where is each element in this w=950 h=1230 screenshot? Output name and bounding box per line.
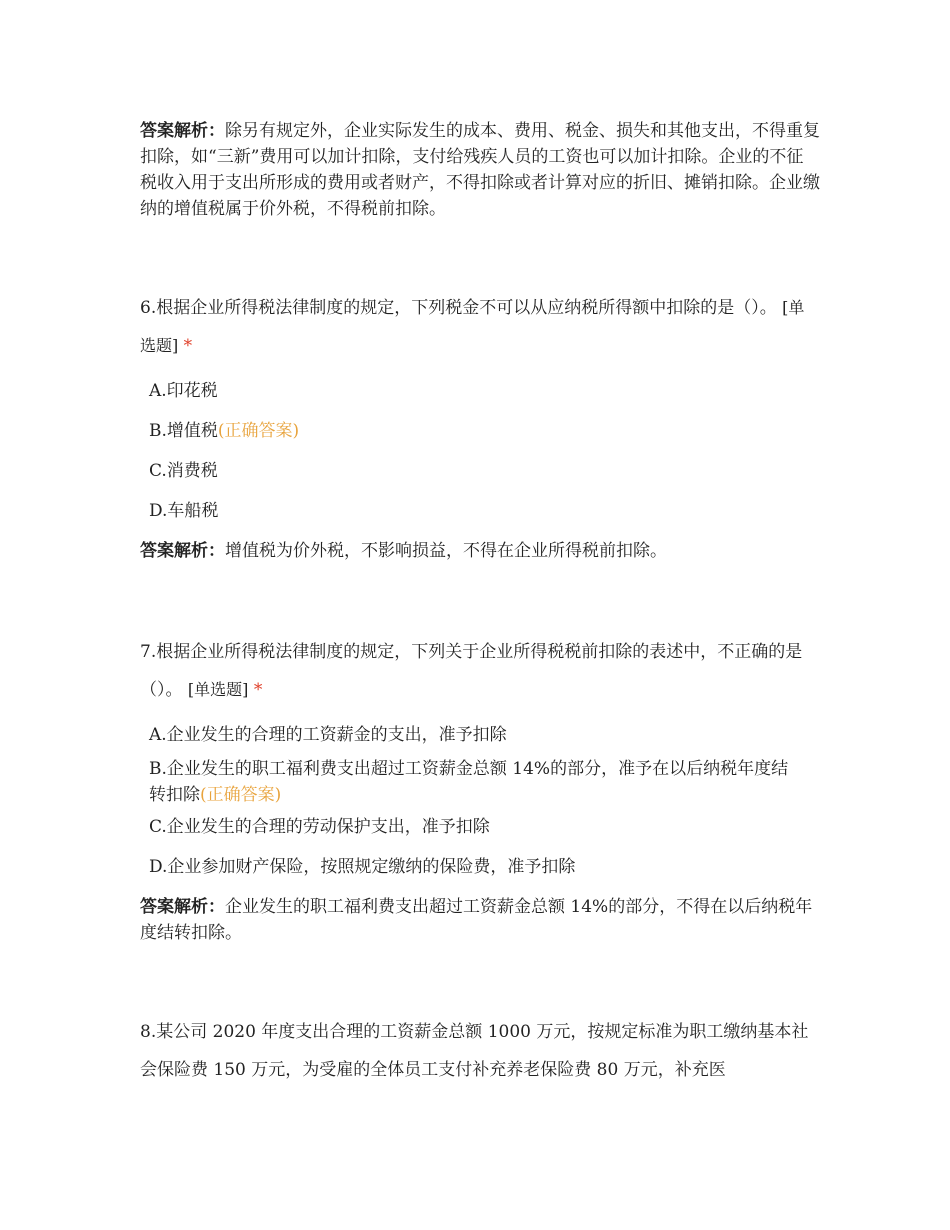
q7-analysis-text: 企业发生的职工福利费支出超过工资薪金总额 14%的部分，不得在以后纳税年度结转扣除。 bbox=[140, 897, 813, 943]
q7-type: [单选题] bbox=[187, 680, 249, 699]
q7-option-b: B.企业发生的职工福利费支出超过工资薪金总额 14%的部分，准予在以后纳税年度结转扣除(正确答案) bbox=[149, 759, 789, 805]
q6-option-a: A.印花税 bbox=[149, 381, 218, 401]
q7-option-d: D.企业参加财产保险，按照规定缴纳的保险费，准予扣除 bbox=[149, 857, 576, 877]
correct-answer-mark: (正确答案) bbox=[217, 421, 300, 441]
q7-question bbox=[140, 633, 820, 709]
required-mark: * bbox=[183, 336, 193, 356]
q7-number: 7. bbox=[140, 642, 157, 662]
analysis-label: 答案解析： bbox=[140, 541, 225, 561]
q6-analysis bbox=[140, 538, 820, 564]
q5-analysis bbox=[140, 118, 820, 222]
analysis-label: 答案解析： bbox=[140, 897, 225, 917]
q6-option-d: D.车船税 bbox=[149, 501, 219, 521]
q6-analysis-text: 增值税为价外税，不影响损益，不得在企业所得税前扣除。 bbox=[225, 541, 667, 561]
q6-text: 根据企业所得税法律制度的规定，下列税金不可以从应纳税所得额中扣除的是（）。 bbox=[156, 298, 777, 318]
required-mark: * bbox=[253, 680, 263, 700]
q5-analysis-text: 除另有规定外，企业实际发生的成本、费用、税金、损失和其他支出，不得重复扣除，如“三新”费用可以加计扣除，支付给残疾人员的工资也可以加计扣除。企业的不征税收入用于支出所形成的费用或者财产，不得扣除或者计算对应的折旧、摊销扣除。企业缴纳的增值税属于价外税，不得税前扣除。 bbox=[140, 121, 820, 219]
q8-number: 8. bbox=[140, 1022, 157, 1042]
q8-text: 某公司 2020 年度支出合理的工资薪金总额 1000 万元，按规定标准为职工缴纳基本社会保险费 150 万元，为受雇的全体员工支付补充养老保险费 80 万元，补充医 bbox=[140, 1022, 809, 1080]
q6-type: [单选题] bbox=[140, 298, 805, 355]
q7-option-c: C.企业发生的合理的劳动保护支出，准予扣除 bbox=[149, 817, 490, 837]
q7-option-a: A.企业发生的合理的工资薪金的支出，准予扣除 bbox=[149, 725, 507, 745]
q6-number: 6. bbox=[140, 298, 157, 318]
analysis-label: 答案解析： bbox=[140, 121, 225, 141]
q7-analysis bbox=[140, 894, 820, 946]
q7-text: 根据企业所得税法律制度的规定，下列关于企业所得税税前扣除的表述中，不正确的是（）。 bbox=[140, 642, 803, 700]
q8-question bbox=[140, 1013, 820, 1089]
q6-option-c: C.消费税 bbox=[149, 461, 218, 481]
q6-option-b: B.增值税(正确答案) bbox=[149, 421, 300, 441]
correct-answer-mark: (正确答案) bbox=[200, 785, 282, 805]
q6-question bbox=[140, 289, 820, 365]
